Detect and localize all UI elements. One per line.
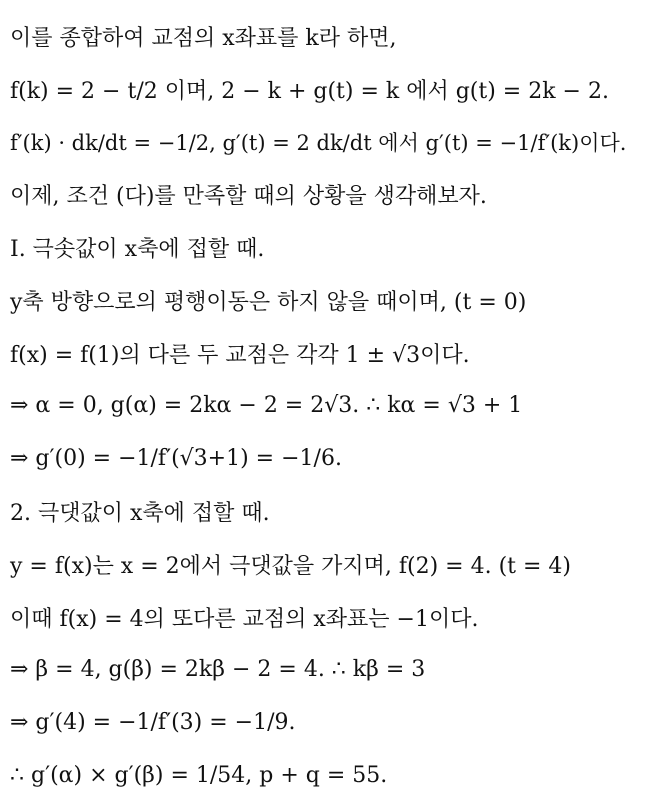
text-line-12: [10, 591, 640, 644]
line-text: f′(k) · dk/dt = −1/2, g′(t) = 2 dk/dt 에서 g′(t) = −1/f′(k)이다.: [10, 130, 627, 155]
text-line-9: [10, 432, 640, 485]
text-line-8: [10, 380, 640, 433]
text-line-2: [10, 63, 640, 116]
line-text: 2. 극댓값이 x축에 접할 때.: [10, 501, 270, 527]
text-line-4: [10, 168, 640, 221]
section-heading-2: [10, 485, 640, 538]
line-text: ⇒ g′(4) = −1/f′(3) = −1/9.: [10, 710, 296, 736]
line-text: ⇒ β = 4, g(β) = 2kβ − 2 = 4. ∴ kβ = 3: [10, 657, 426, 683]
text-line-6: [10, 274, 640, 327]
line-text: ⇒ α = 0, g(α) = 2kα − 2 = 2√3. ∴ kα = √3 + 1: [10, 393, 523, 419]
line-text: I. 극솟값이 x축에 접할 때.: [10, 237, 265, 263]
line-text: ∴ g′(α) × g′(β) = 1/54, p + q = 55.: [10, 763, 388, 789]
text-line-13: [10, 644, 640, 697]
line-text: ⇒ g′(0) = −1/f′(√3+1) = −1/6.: [10, 446, 342, 472]
text-line-7: [10, 327, 640, 380]
line-text: 이를 종합하여 교점의 x좌표를 k라 하면,: [10, 25, 397, 51]
line-text: 이제, 조건 (다)를 만족할 때의 상황을 생각해보자.: [10, 184, 487, 210]
line-text: f(k) = 2 − t/2 이며, 2 − k + g(t) = k 에서 g(t) = 2k − 2.: [10, 78, 609, 104]
line-text: y = f(x)는 x = 2에서 극댓값을 가지며, f(2) = 4. (t = 4): [10, 553, 572, 579]
conclusion-line: [10, 749, 640, 802]
section-heading-1: [10, 221, 640, 274]
text-line-1: [10, 10, 640, 63]
line-text: 이때 f(x) = 4의 또다른 교점의 x좌표는 −1이다.: [10, 606, 479, 632]
line-text: f(x) = f(1)의 다른 두 교점은 각각 1 ± √3이다.: [10, 342, 470, 368]
line-text: y축 방향으로의 평행이동은 하지 않을 때이며, (t = 0): [10, 289, 527, 315]
text-line-11: [10, 538, 640, 591]
text-line-14: [10, 696, 640, 749]
text-line-3: [10, 116, 640, 169]
